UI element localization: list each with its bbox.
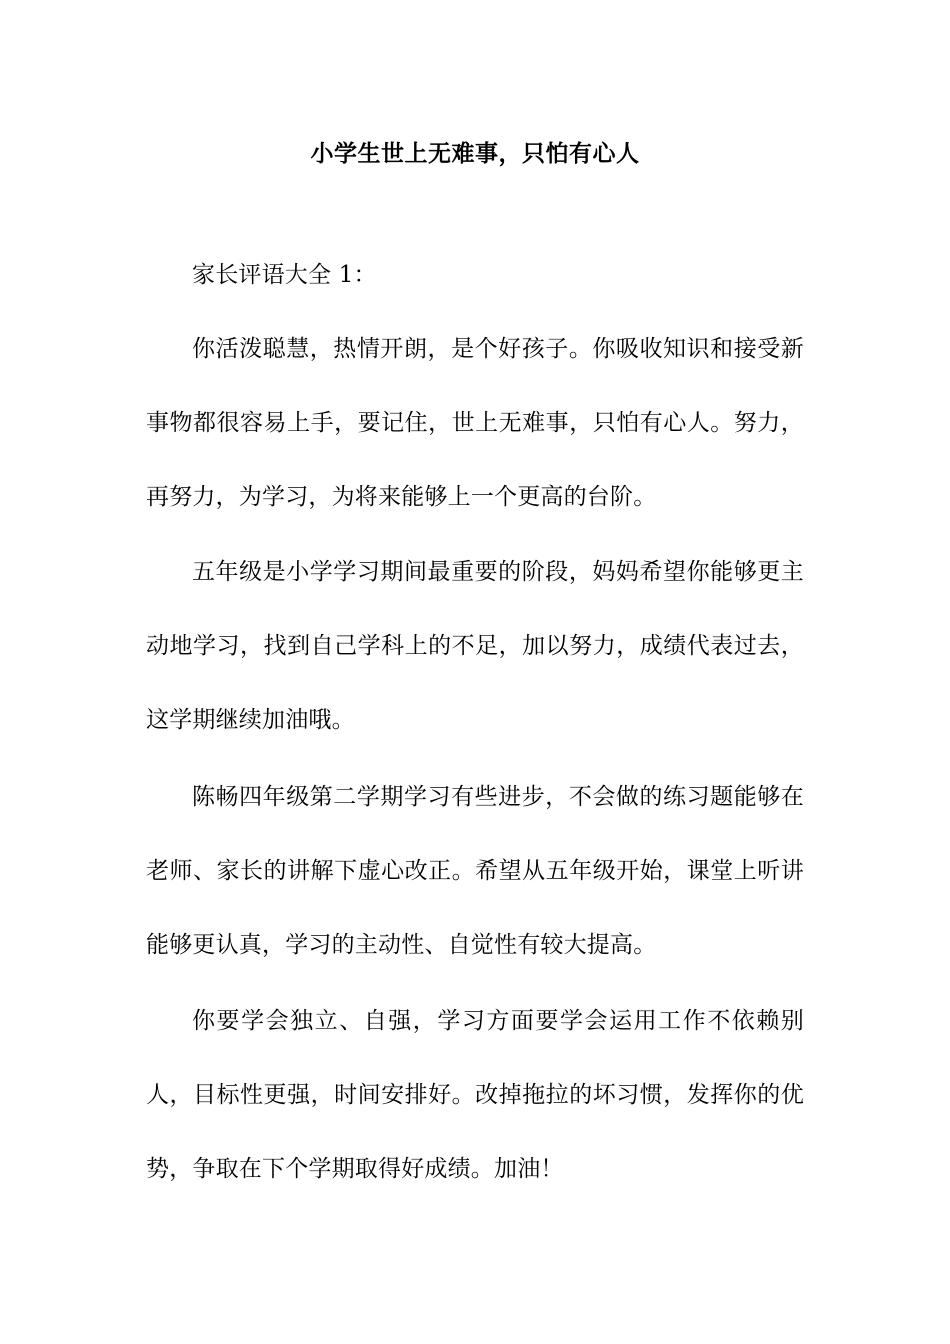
- paragraph-text: 五年级是小学学习期间最重要的阶段，妈妈希望你能够更主动地学习，找到自己学科上的不足，加以努力，成绩代表过去，这学期继续加油哦。: [146, 559, 804, 733]
- paragraph-3: [146, 760, 804, 982]
- section-heading-text: 家长评语大全 1：: [192, 262, 377, 288]
- paragraph-1: [146, 312, 804, 534]
- document-title: 小学生世上无难事，只怕有心人: [310, 140, 640, 167]
- paragraph-2: [146, 535, 804, 757]
- paragraph-text: 你活泼聪慧，热情开朗，是个好孩子。你吸收知识和接受新事物都很容易上手，要记住，世上无难事，只怕有心人。努力，再努力，为学习，为将来能够上一个更高的台阶。: [146, 336, 804, 510]
- paragraph-4: [146, 984, 804, 1206]
- paragraph-text: 你要学会独立、自强，学习方面要学会运用工作不依赖别人，目标性更强，时间安排好。改掉拖拉的坏习惯，发挥你的优势，争取在下个学期取得好成绩。加油！: [146, 1008, 804, 1182]
- section-heading: [146, 238, 804, 312]
- paragraph-text: 陈畅四年级第二学期学习有些进步，不会做的练习题能够在老师、家长的讲解下虚心改正。希望从五年级开始，课堂上听讲能够更认真，学习的主动性、自觉性有较大提高。: [146, 784, 804, 958]
